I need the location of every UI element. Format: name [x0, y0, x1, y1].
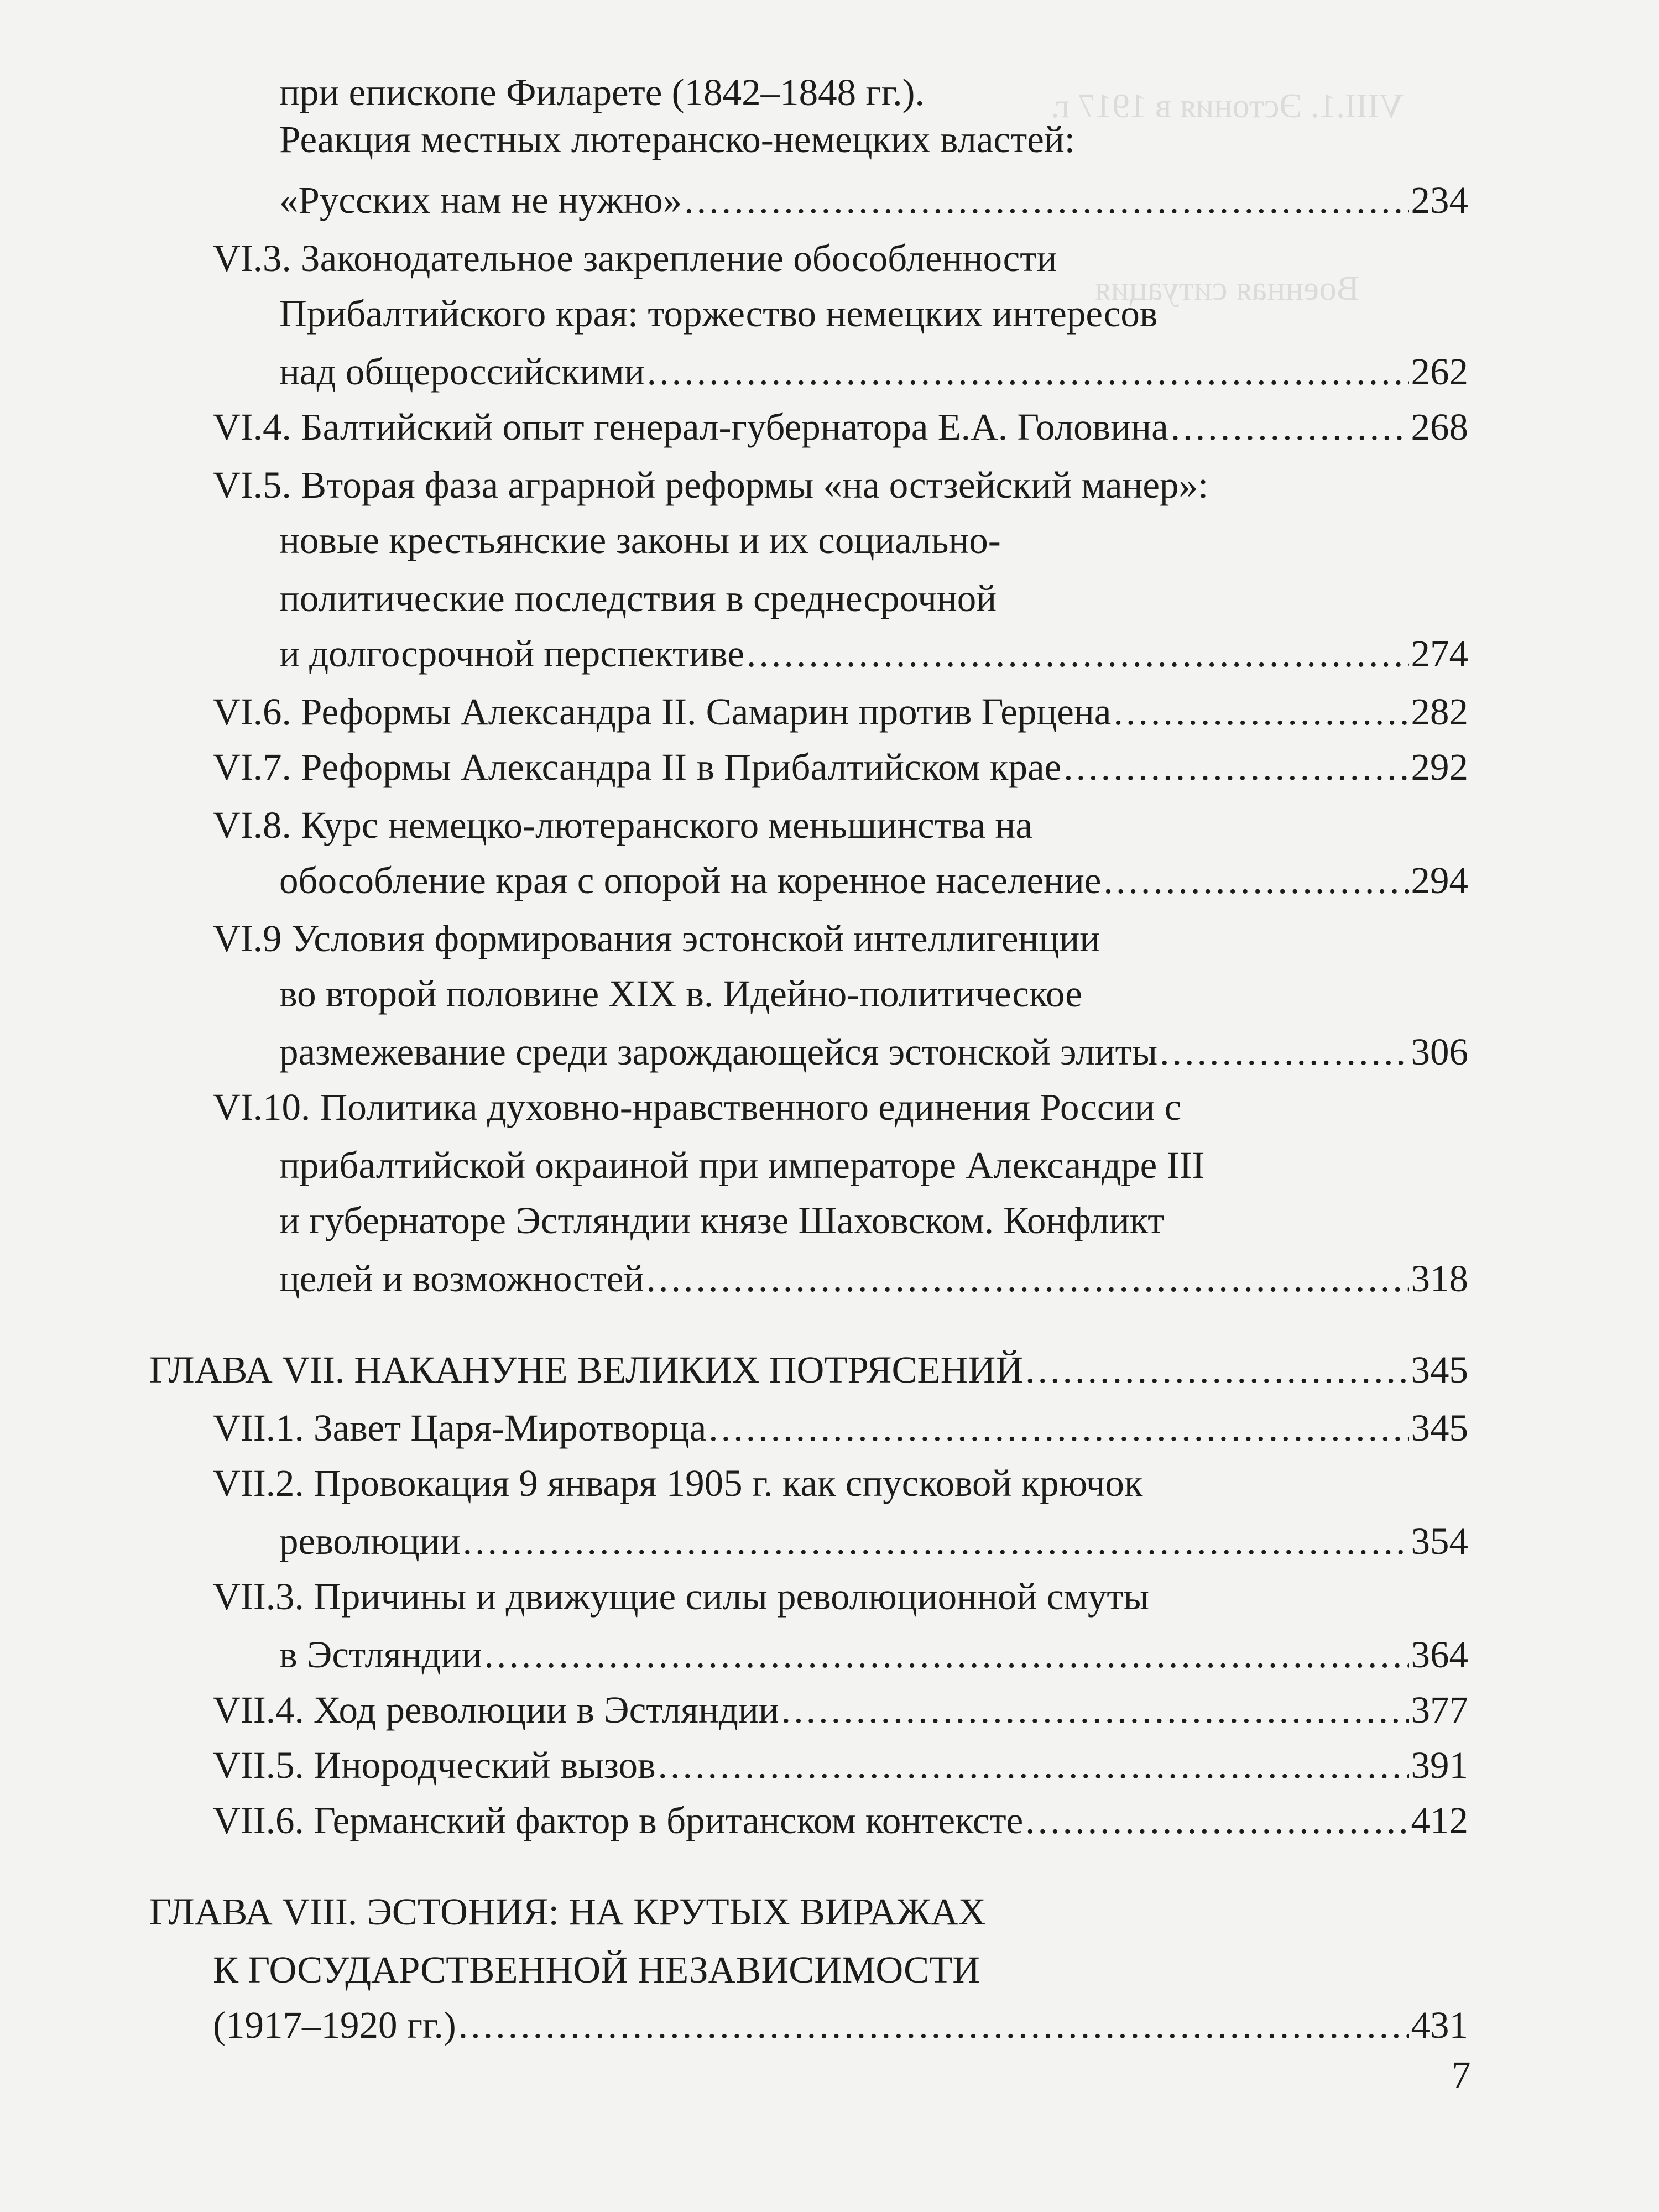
dot-leader	[684, 177, 1408, 223]
toc-entry-title: VI.6. Реформы Александра II. Самарин против Герцена	[213, 691, 1112, 733]
toc-entry-title: VI.9 Условия формирования эстонской интеллигенции	[213, 917, 1100, 959]
toc-entry-title: новые крестьянские законы и их социально-	[279, 519, 1001, 561]
toc-entry-title: «Русских нам не нужно»	[279, 179, 682, 221]
toc-entry-page: 431	[1411, 2004, 1468, 2046]
toc-entry	[279, 1518, 1468, 1564]
dot-leader	[1025, 1347, 1408, 1393]
chapter-heading	[149, 1888, 1468, 1935]
toc-entry-page: 282	[1411, 691, 1468, 733]
toc-entry	[279, 177, 1468, 223]
toc-entry-title: революции	[279, 1520, 461, 1562]
dot-leader	[463, 1518, 1409, 1564]
toc-entry	[279, 1029, 1468, 1075]
toc-entry-title: VI.5. Вторая фаза аграрной реформы «на остзейский манер»:	[213, 464, 1209, 506]
dot-leader	[1171, 404, 1409, 450]
bleed-through-text: VIII.1. Эстония в 1917 г.	[1051, 87, 1404, 125]
toc-entry-title: VI.4. Балтийский опыт генерал-губернатора Е.А. Головина	[213, 406, 1168, 448]
chapter-heading	[213, 1947, 1468, 1993]
toc-entry-title: в Эстляндии	[279, 1634, 482, 1676]
toc-entry-title: политические последствия в среднесрочной	[279, 577, 997, 619]
toc-entry-title: целей и возможностей	[279, 1258, 644, 1300]
dot-leader	[747, 630, 1409, 677]
dot-leader	[458, 2002, 1409, 2048]
toc-entry	[213, 688, 1468, 735]
dot-leader	[647, 348, 1409, 395]
toc-entry	[213, 1573, 1468, 1620]
toc-entry-page: 345	[1411, 1349, 1468, 1391]
toc-entry-title: VII.6. Германский фактор в британском контексте	[213, 1799, 1024, 1841]
toc-entry-page: 318	[1411, 1258, 1468, 1300]
dot-leader	[646, 1255, 1408, 1302]
toc-entry	[279, 575, 1468, 622]
dot-leader	[1063, 744, 1408, 790]
dot-leader	[1113, 688, 1408, 735]
toc-entry	[213, 1084, 1468, 1130]
toc-entry-page: 345	[1411, 1407, 1468, 1449]
toc-entry-title: и губернаторе Эстляндии князе Шаховском. Конфликт	[279, 1199, 1165, 1241]
toc-entry-page: 354	[1411, 1520, 1468, 1562]
toc-entry	[279, 1255, 1468, 1302]
toc-entry-title: VII.2. Провокация 9 января 1905 г. как спусковой крючок	[213, 1462, 1143, 1504]
toc-entry	[213, 235, 1468, 281]
toc-entry-title: VII.3. Причины и движущие силы революционной смуты	[213, 1575, 1149, 1618]
toc-entry	[279, 116, 1468, 163]
toc-entry-title: и долгосрочной перспективе	[279, 633, 744, 675]
page-number: 7	[1452, 2054, 1471, 2096]
toc-entry-page: 292	[1411, 746, 1468, 788]
toc-entry-title: VI.8. Курс немецко-лютеранского меньшинства на	[213, 804, 1032, 846]
toc-entry-page: 262	[1411, 351, 1468, 393]
toc-entry-title: при епископе Филарете (1842–1848 гг.).	[279, 71, 925, 113]
toc-entry	[213, 1405, 1468, 1451]
toc-entry	[279, 857, 1468, 904]
toc-entry-page: 268	[1411, 406, 1468, 448]
toc-entry	[279, 348, 1468, 395]
toc-entry	[279, 517, 1468, 564]
toc-entry-title: размежевание среди зарождающейся эстонской элиты	[279, 1031, 1158, 1073]
toc-entry	[213, 1687, 1468, 1733]
toc-entry-title: во второй половине XIX в. Идейно-политическое	[279, 973, 1082, 1015]
toc-entry-title: VI.10. Политика духовно-нравственного единения России с	[213, 1086, 1182, 1128]
toc-entry	[213, 744, 1468, 790]
toc-entry	[213, 1797, 1468, 1844]
dot-leader	[1025, 1797, 1408, 1844]
toc-entry-title: обособление края с опорой на коренное население	[279, 859, 1102, 901]
dot-leader	[1103, 857, 1408, 904]
toc-entry-page: 234	[1411, 179, 1468, 221]
toc-entry-title: VI.3. Законодательное закрепление обособленности	[213, 237, 1057, 279]
toc-entry	[279, 1197, 1468, 1244]
toc-entry	[213, 1460, 1468, 1506]
toc-entry-title: Прибалтийского края: торжество немецких интересов	[279, 293, 1158, 335]
toc-entry	[213, 2002, 1468, 2048]
toc-entry	[279, 1631, 1468, 1678]
toc-entry-title: над общероссийскими	[279, 351, 645, 393]
toc-entry	[279, 630, 1468, 677]
dot-leader	[658, 1742, 1409, 1788]
toc-entry-page: 377	[1411, 1689, 1468, 1731]
toc-entry-title: VI.7. Реформы Александра II в Прибалтийском крае	[213, 746, 1062, 788]
dot-leader	[484, 1631, 1409, 1678]
toc-entry-title: VII.4. Ход революции в Эстляндии	[213, 1689, 779, 1731]
toc-entry-title: Реакция местных лютеранско-немецких властей:	[279, 118, 1075, 160]
toc-entry-title: К ГОСУДАРСТВЕННОЙ НЕЗАВИСИМОСТИ	[213, 1949, 980, 1991]
bleed-through-text: Военная ситуация	[1095, 270, 1360, 307]
toc-entry-title: ГЛАВА VIII. ЭСТОНИЯ: НА КРУТЫХ ВИРАЖАХ	[149, 1891, 986, 1933]
toc-entry	[279, 69, 1468, 116]
toc-entry	[213, 1742, 1468, 1788]
toc-entry-title: (1917–1920 гг.)	[213, 2004, 456, 2046]
toc-entry-page: 274	[1411, 633, 1468, 675]
toc-entry-page: 364	[1411, 1634, 1468, 1676]
toc-entry-page: 294	[1411, 859, 1468, 901]
toc-entry	[213, 915, 1468, 962]
toc-entry-title: VII.5. Инородческий вызов	[213, 1744, 656, 1786]
toc-entry	[213, 802, 1468, 848]
dot-leader	[708, 1405, 1408, 1451]
chapter-heading	[149, 1347, 1468, 1393]
toc-entry-page: 412	[1411, 1799, 1468, 1841]
toc-entry	[279, 971, 1468, 1017]
toc-entry-title: ГЛАВА VII. НАКАНУНЕ ВЕЛИКИХ ПОТРЯСЕНИЙ	[149, 1349, 1024, 1391]
dot-leader	[1160, 1029, 1408, 1075]
toc-entry-title: VII.1. Завет Царя-Миротворца	[213, 1407, 707, 1449]
dot-leader	[781, 1687, 1409, 1733]
toc-entry	[213, 404, 1468, 450]
toc-entry	[213, 462, 1468, 508]
toc-entry-page: 306	[1411, 1031, 1468, 1073]
toc-entry-title: прибалтийской окраиной при императоре Александре III	[279, 1144, 1205, 1186]
toc-entry	[279, 1142, 1468, 1188]
toc-entry-page: 391	[1411, 1744, 1468, 1786]
toc-entry	[279, 290, 1468, 337]
